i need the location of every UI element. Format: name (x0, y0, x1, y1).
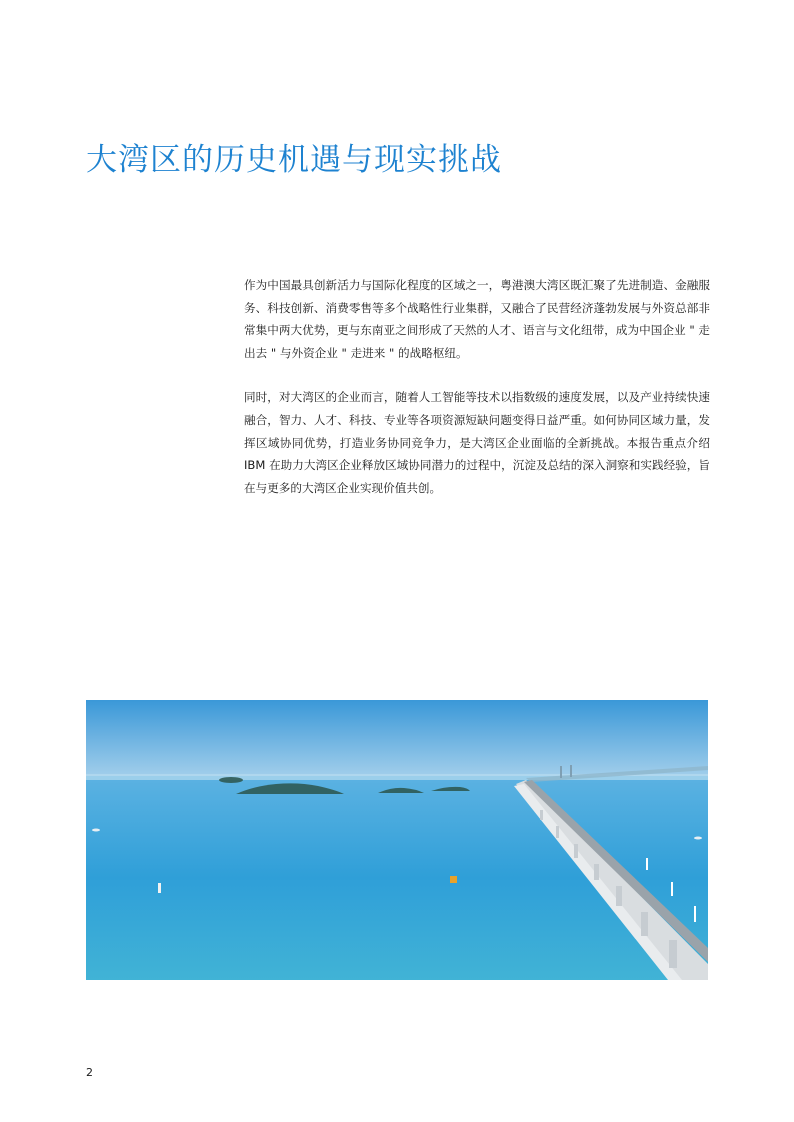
page-title: 大湾区的历史机遇与现实挑战 (86, 142, 502, 178)
bridge-sea-photo (86, 700, 708, 980)
paragraph-1: 作为中国最具创新活力与国际化程度的区域之一，粤港澳大湾区既汇聚了先进制造、金融服务、科技创新、消费零售等多个战略性行业集群，又融合了民营经济蓬勃发展与外资总部非常集中两大优势，更与东南亚之间形成了天然的人才、语言与文化纽带，成为中国企业 " 走出去 " 与外资企业 " 走进来 " 的战略枢纽。 (244, 278, 710, 360)
paragraph-2: 同时，对大湾区的企业而言，随着人工智能等技术以指数级的速度发展，以及产业持续快速融合，智力、人才、科技、专业等各项资源短缺问题变得日益严重。如何协同区域力量，发挥区域协同优势，打造业务协同竞争力，是大湾区企业面临的全新挑战。本报告重点介绍 IBM 在助力大湾区企业释放区域协同潜力的过程中，沉淀及总结的深入洞察和实践经验，旨在与更多的大湾区企业实现价值共创。 (244, 390, 710, 495)
page-number: 2 (86, 1066, 93, 1079)
body-text (244, 274, 710, 521)
sky (86, 700, 708, 782)
